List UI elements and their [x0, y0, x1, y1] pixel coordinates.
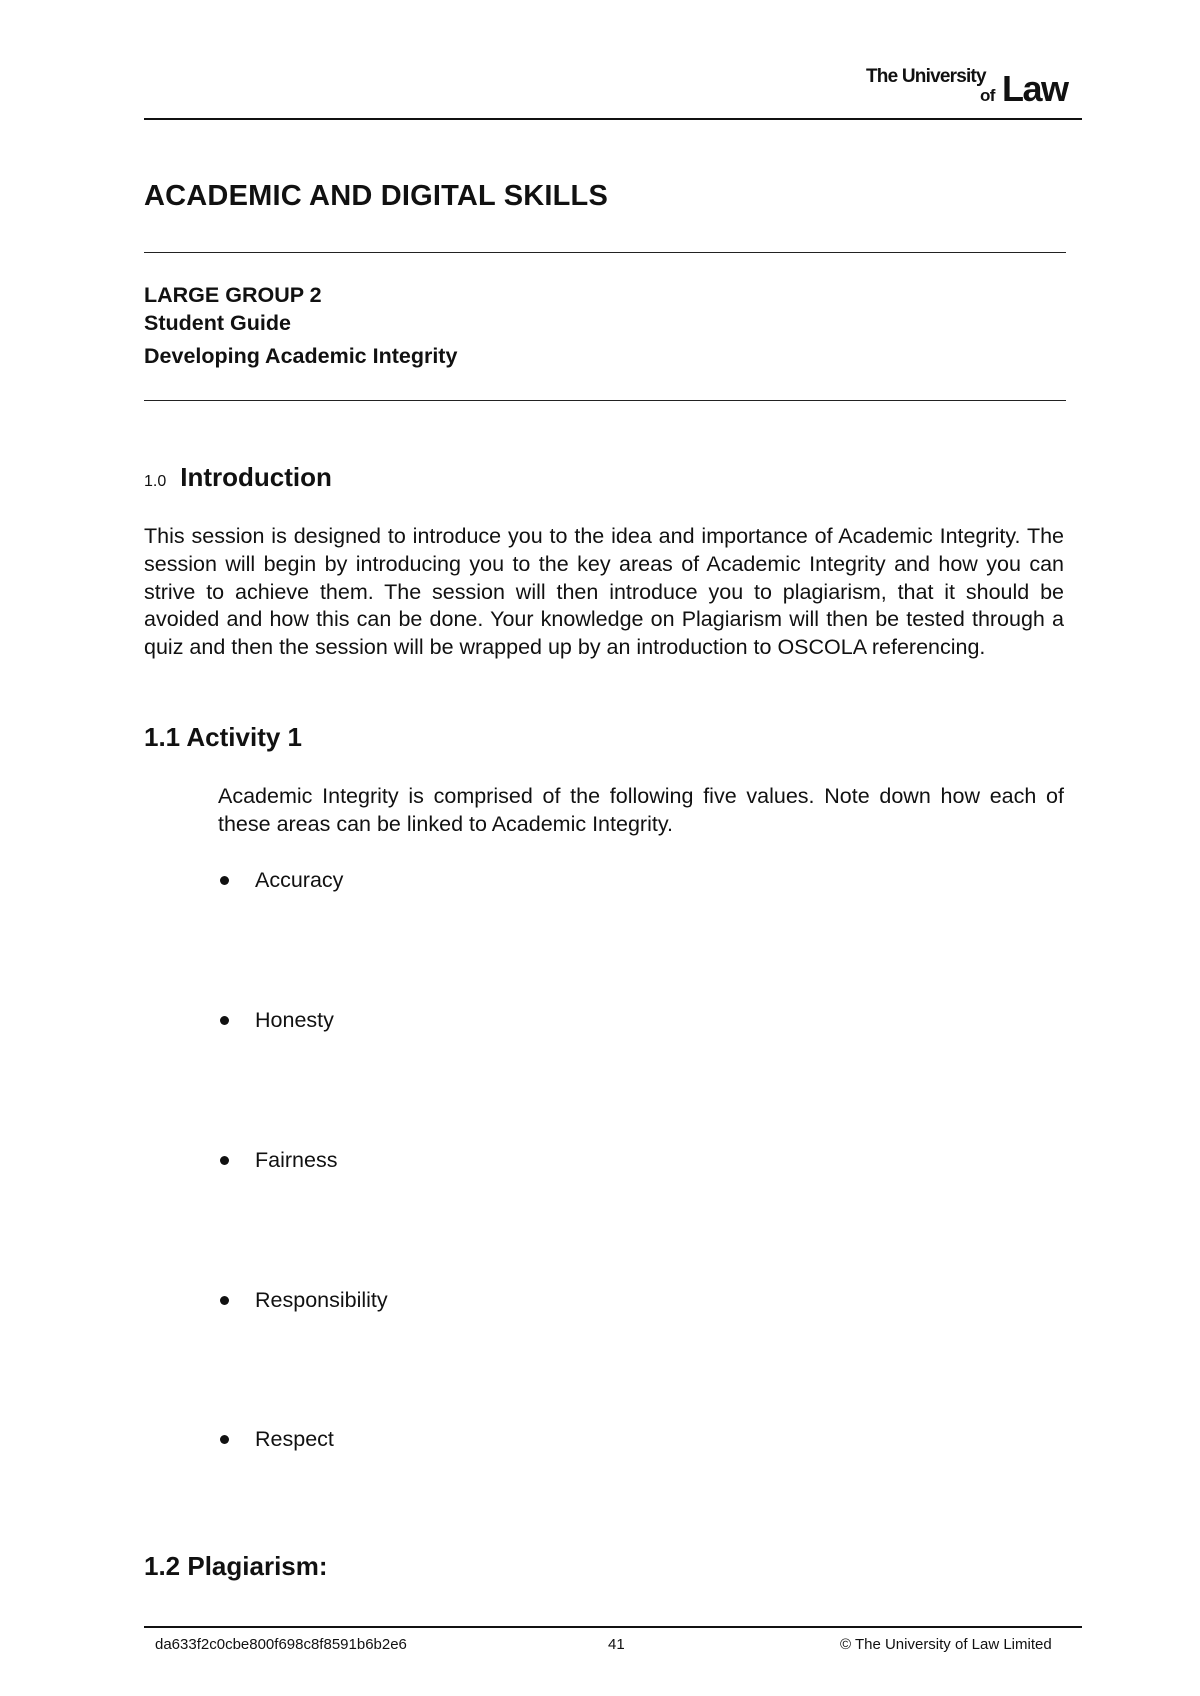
header-rule — [144, 118, 1082, 120]
topic-label: Developing Academic Integrity — [144, 344, 458, 368]
activity1-paragraph: Academic Integrity is comprised of the following five values. Note down how each of these areas can be linked to Academic Integrity. — [218, 784, 1064, 836]
footer-page-number: 41 — [608, 1636, 625, 1653]
list-item-respect — [218, 1424, 334, 1454]
meta-divider — [144, 400, 1066, 401]
list-item-honesty — [218, 1005, 334, 1035]
bullet-icon — [220, 1016, 229, 1025]
bullet-icon — [220, 1296, 229, 1305]
list-item-responsibility — [218, 1285, 388, 1315]
list-item-accuracy — [218, 865, 343, 895]
intro-heading — [144, 462, 332, 493]
footer-document-id: da633f2c0cbe800f698c8f8591b6b2e6 — [155, 1636, 407, 1653]
list-item-fairness — [218, 1145, 337, 1175]
university-logo — [866, 66, 1076, 109]
list-item-label: Fairness — [255, 1147, 338, 1172]
footer-rule — [144, 1626, 1082, 1628]
intro-heading-text: Introduction — [180, 462, 332, 492]
logo-text-law: Law — [1002, 68, 1068, 109]
intro-section-number: 1.0 — [144, 473, 167, 490]
logo-text-university: The University — [866, 66, 986, 87]
bullet-icon — [220, 876, 229, 885]
document-title: ACADEMIC AND DIGITAL SKILLS — [144, 180, 609, 212]
plagiarism-heading: 1.2 Plagiarism: — [144, 1551, 328, 1581]
footer-copyright: © The University of Law Limited — [840, 1636, 1052, 1653]
guide-label: Student Guide — [144, 311, 291, 335]
list-item-label: Accuracy — [255, 867, 344, 892]
title-divider — [144, 252, 1066, 253]
list-item-label: Honesty — [255, 1007, 334, 1032]
activity1-heading: 1.1 Activity 1 — [144, 722, 303, 752]
list-item-label: Responsibility — [255, 1287, 388, 1312]
bullet-icon — [220, 1156, 229, 1165]
intro-paragraph: This session is designed to introduce you to the idea and importance of Academic Integrity. The session will begin by introducing you to the key areas of Academic Integrity and how you can strive to achieve them. The session will then introduce you to plagiarism, that it should be avoided and how this can be done. Your knowledge on Plagiarism will then be tested through a quiz and then the session will be wrapped up by an introduction to OSCOLA referencing. — [144, 524, 1064, 660]
group-label: LARGE GROUP 2 — [144, 283, 322, 307]
bullet-icon — [220, 1435, 229, 1444]
logo-text-of: of — [980, 86, 995, 105]
list-item-label: Respect — [255, 1426, 334, 1451]
